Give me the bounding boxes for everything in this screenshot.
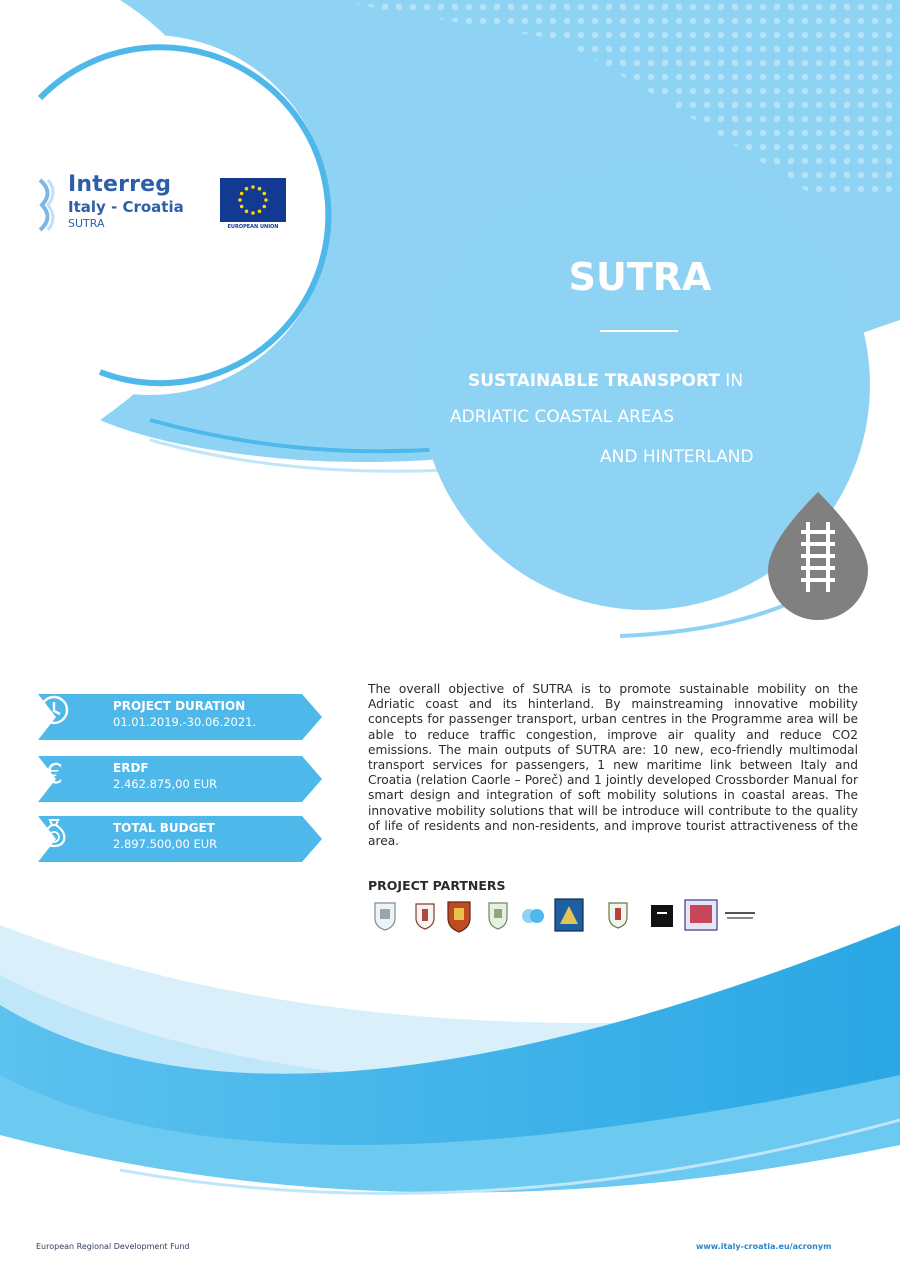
bottom-waves: [0, 925, 900, 1273]
interreg-wave-icon: [36, 178, 58, 232]
programme-region: Italy - Croatia: [68, 198, 184, 216]
fact-label: TOTAL BUDGET: [113, 821, 215, 835]
fact-value: 2.897.500,00 EUR: [113, 837, 218, 851]
footer-url[interactable]: www.italy-croatia.eu/acronym: [696, 1242, 832, 1251]
partner-logo-7: [604, 898, 632, 934]
fact-value: 2.462.875,00 EUR: [113, 777, 218, 791]
partner-logo-10: [722, 898, 758, 934]
partner-logo-8: [650, 898, 674, 934]
title-divider: [600, 330, 678, 332]
svg-text:€: €: [45, 757, 63, 788]
partner-logo-1: [368, 898, 402, 934]
page-title: SUTRA: [568, 255, 712, 299]
footer-fund: European Regional Development Fund: [36, 1242, 190, 1251]
fact-badge-erdf: [38, 756, 322, 802]
eu-flag-icon: [220, 178, 286, 222]
interreg-logo: [36, 172, 279, 236]
partner-logo-3: [444, 898, 474, 934]
fact-badge-duration: [38, 694, 322, 740]
partner-logo-4: [482, 898, 514, 934]
euro-icon: [38, 756, 70, 788]
fact-value: 01.01.2019.-30.06.2021.: [113, 715, 257, 729]
money-bag-icon: [38, 816, 70, 848]
partner-logo-5: [518, 898, 548, 934]
subtitle-line-1: [468, 371, 743, 391]
partner-logo-2: [410, 898, 440, 934]
subtitle-line-2: ADRIATIC COASTAL AREAS: [450, 407, 675, 427]
partners-heading: PROJECT PARTNERS: [368, 878, 506, 893]
fact-badge-budget: [38, 816, 322, 862]
partner-logo-9: [684, 898, 718, 934]
fact-label: PROJECT DURATION: [113, 699, 246, 713]
project-acronym-small: SUTRA: [68, 217, 105, 230]
subtitle-strong: SUSTAINABLE TRANSPORT: [468, 371, 720, 391]
subtitle-line-3: AND HINTERLAND: [600, 447, 754, 467]
subtitle-rest: IN: [719, 371, 744, 391]
eu-caption: EUROPEAN UNION: [227, 224, 279, 230]
programme-name: Interreg: [68, 172, 172, 197]
project-description: The overall objective of SUTRA is to promote sustainable mobility on the Adriatic coast and its hinterland. By mainstreaming innovative mobility concepts for passenger transport, urban centres in the Programme area will be able to reduce traffic congestion, improve air quality and reduce CO2 emissions. The main outputs of SUTRA are: 10 new, eco-friendly multimodal transport services for passengers, 1 new maritime link between Italy and Croatia (relation Caorle – Poreč) and 1 jointly developed Crossborder Manual for smart design and integration of soft mobility solutions in coastal areas. The innovative mobility solutions that will be introduce will contribute to the quality of life of residents and non-residents, and improve tourist attractiveness of the area.: [368, 682, 858, 849]
fact-label: ERDF: [113, 761, 149, 775]
partner-logo-6: [554, 898, 584, 934]
clock-icon: [38, 694, 70, 726]
